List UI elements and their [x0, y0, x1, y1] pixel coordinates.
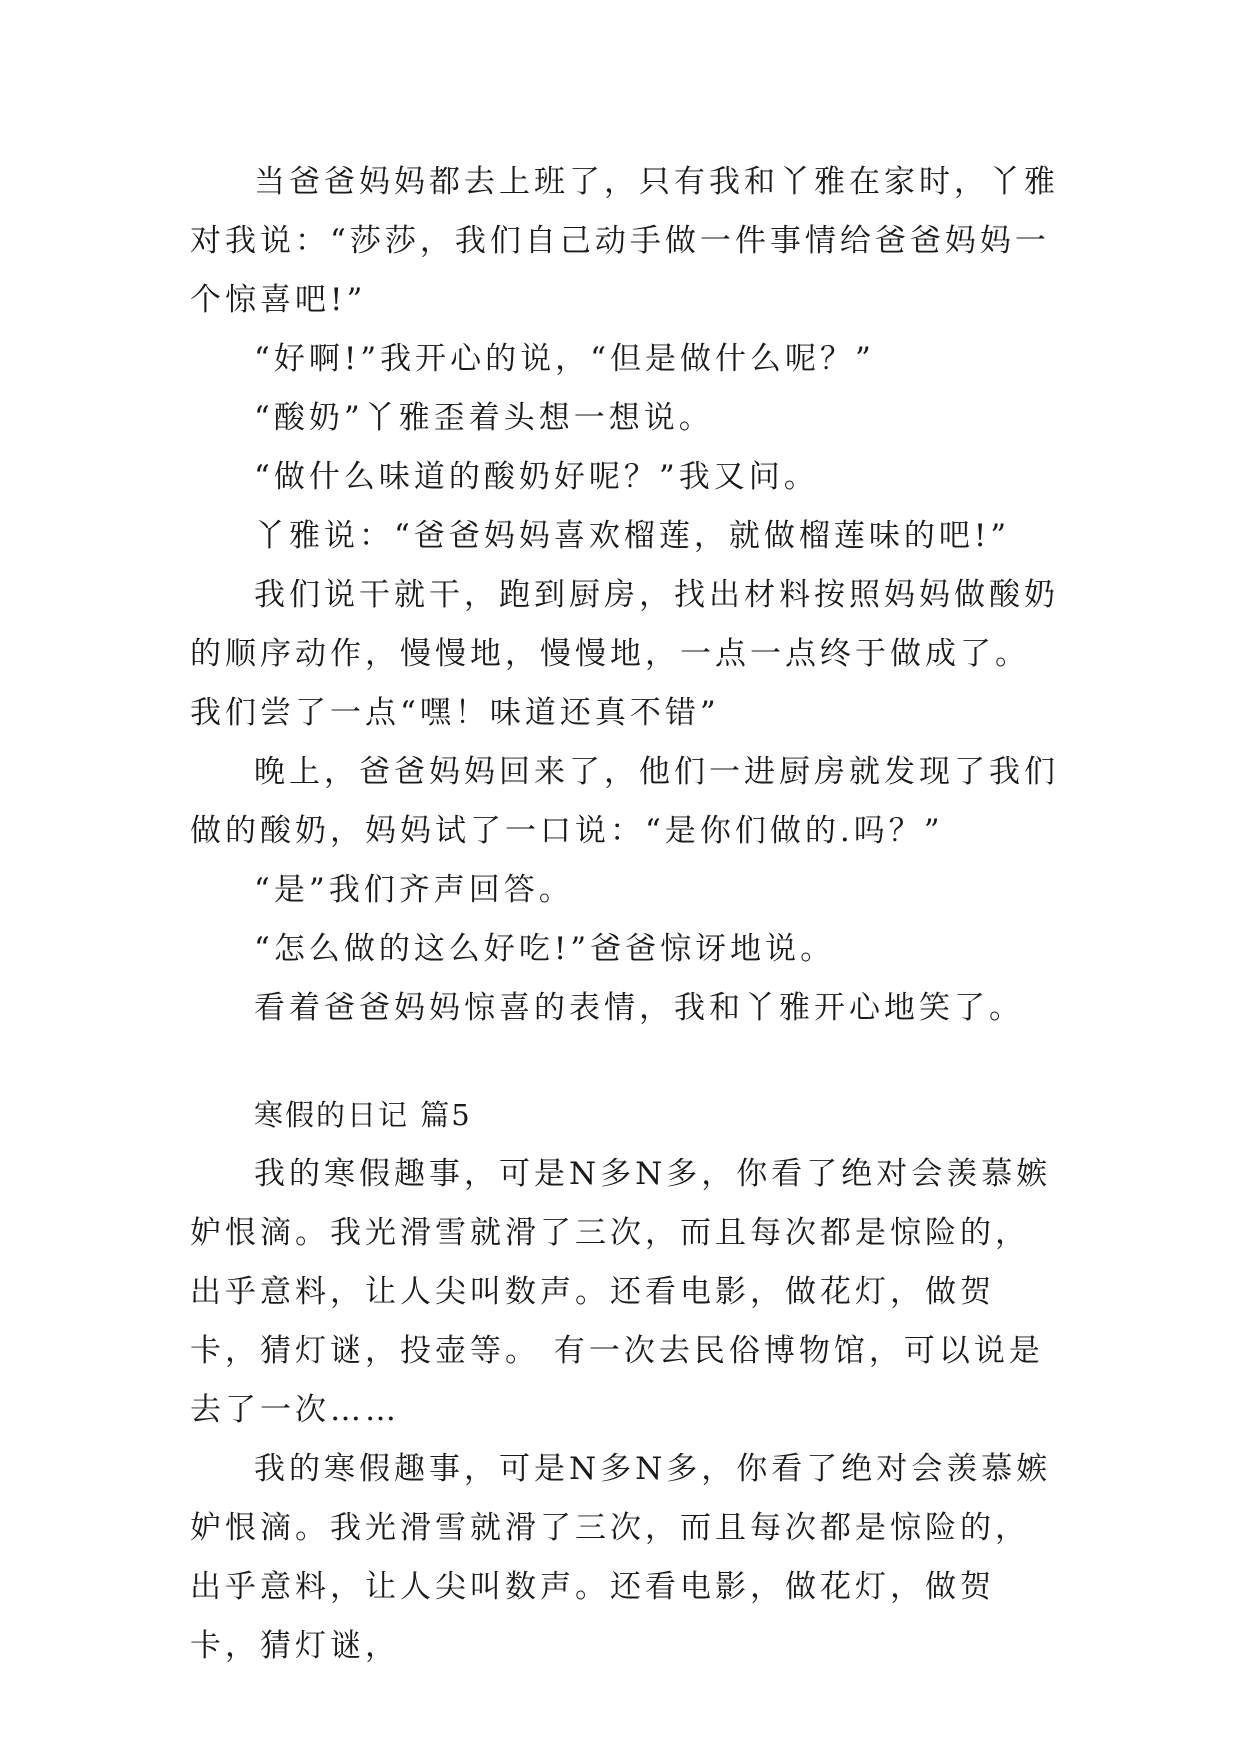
story-paragraph-6: 我们说干就干，跑到厨房，找出材料按照妈妈做酸奶的顺序动作，慢慢地，慢慢地，一点一点终于做成了。我们尝了一点“嘿！味道还真不错”: [190, 577, 1059, 731]
story-paragraph-5: 丫雅说：“爸爸妈妈喜欢榴莲，就做榴莲味的吧!”: [254, 518, 1011, 554]
story-paragraph-9: “怎么做的这么好吃!”爸爸惊讶地说。: [254, 931, 836, 967]
story-paragraph-7: 晚上，爸爸妈妈回来了，他们一进厨房就发现了我们做的酸奶，妈妈试了一口说：“是你们做的.吗？”: [190, 754, 1059, 849]
section-paragraph-2: 我的寒假趣事，可是N多N多，你看了绝对会羡慕嫉妒恨滴。我光滑雪就滑了三次，而且每次都是惊险的，出乎意料，让人尖叫数声。还看电影，做花灯，做贺卡，猜灯谜，: [190, 1451, 1052, 1664]
story-paragraph-8: “是”我们齐声回答。: [254, 872, 574, 908]
story-paragraph-10: 看着爸爸妈妈惊喜的表情，我和丫雅开心地笑了。: [254, 990, 1024, 1026]
story-paragraph-1: 当爸爸妈妈都去上班了，只有我和丫雅在家时，丫雅对我说：“莎莎，我们自己动手做一件事情给爸爸妈妈一个惊喜吧!”: [190, 164, 1059, 318]
story-paragraph-2: “好啊!”我开心的说，“但是做什么呢？”: [254, 341, 875, 377]
section-heading: 寒假的日记 篇5: [254, 1098, 472, 1132]
story-paragraph-4: “做什么味道的酸奶好呢？”我又问。: [254, 459, 819, 495]
document-page: [190, 153, 1060, 1676]
section-paragraph-1: 我的寒假趣事，可是N多N多，你看了绝对会羡慕嫉妒恨滴。我光滑雪就滑了三次，而且每次都是惊险的，出乎意料，让人尖叫数声。还看电影，做花灯，做贺卡，猜灯谜，投壶等。 有一次去民俗博物馆，可以说是去了一次……: [190, 1156, 1052, 1428]
story-paragraph-3: “酸奶”丫雅歪着头想一想说。: [254, 400, 714, 436]
